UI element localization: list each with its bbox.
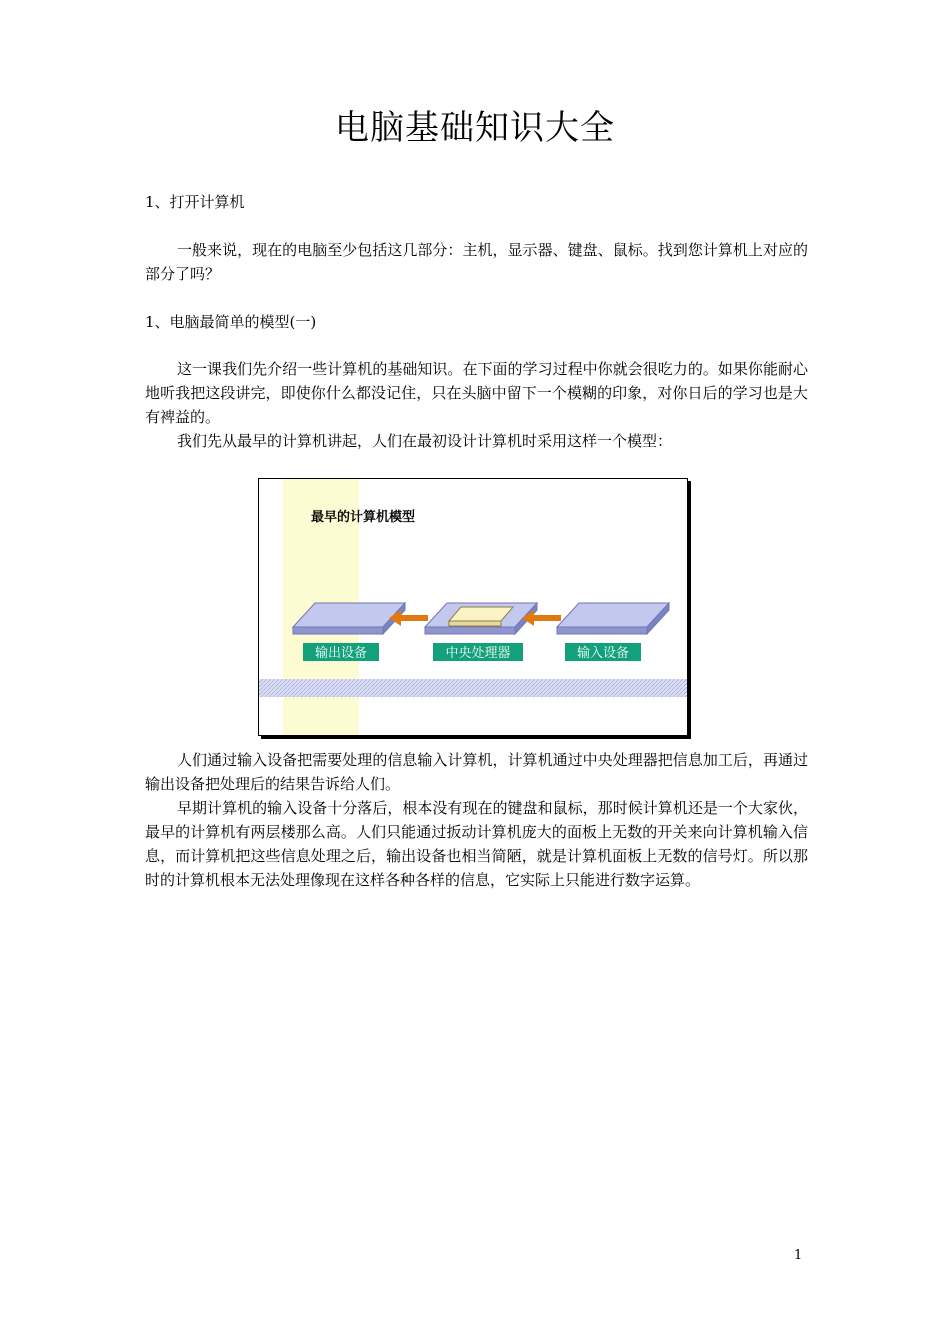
computer-model-diagram <box>259 479 687 735</box>
input-device-platform <box>557 603 669 634</box>
page-number: 1 <box>794 1248 803 1263</box>
label-cpu: 中央处理器 <box>445 646 511 661</box>
paragraph-io-flow: 人们通过输入设备把需要处理的信息输入计算机，计算机通过中央处理器把信息加工后，再通过输出设备把处理后的结果告诉给人们。 <box>145 751 808 793</box>
paragraph-intro: 这一课我们先介绍一些计算机的基础知识。在下面的学习过程中你就会很吃力的。如果你能耐心地听我把这段讲完，即使你什么都没记住，只在头脑中留下一个模糊的印象，对你日后的学习也是大有裨益的。 <box>145 360 808 426</box>
label-output-device: 输出设备 <box>314 646 368 661</box>
section-heading-open-computer: 1、打开计算机 <box>145 193 245 211</box>
page-title: 电脑基础知识大全 <box>335 108 615 148</box>
section-heading-simple-model: 1、电脑最简单的模型(一) <box>145 313 317 331</box>
paragraph-components: 一般来说，现在的电脑至少包括这几部分：主机，显示器、键盘、鼠标。找到您计算机上对应的部分了吗？ <box>145 241 808 283</box>
cpu-platform <box>425 603 537 634</box>
paragraph-early-computers: 早期计算机的输入设备十分落后，根本没有现在的键盘和鼠标，那时候计算机还是一个大家伙，最早的计算机有两层楼那么高。人们只能通过扳动计算机庞大的面板上无数的开关来向计算机输入信息，而计算机把这些信息处理之后，输出设备也相当简陋，就是计算机面板上无数的信号灯。所以那时的计算机根本无法处理像现在这样各种各样的信息，它实际上只能进行数字运算。 <box>145 799 808 889</box>
hatched-stripe <box>259 679 687 697</box>
paragraph-model-lead: 我们先从最早的计算机讲起，人们在最初设计计算机时采用这样一个模型： <box>177 432 673 450</box>
figure-title: 最早的计算机模型 <box>311 510 416 525</box>
computer-model-figure <box>258 478 688 736</box>
label-input-device: 输入设备 <box>576 646 630 661</box>
